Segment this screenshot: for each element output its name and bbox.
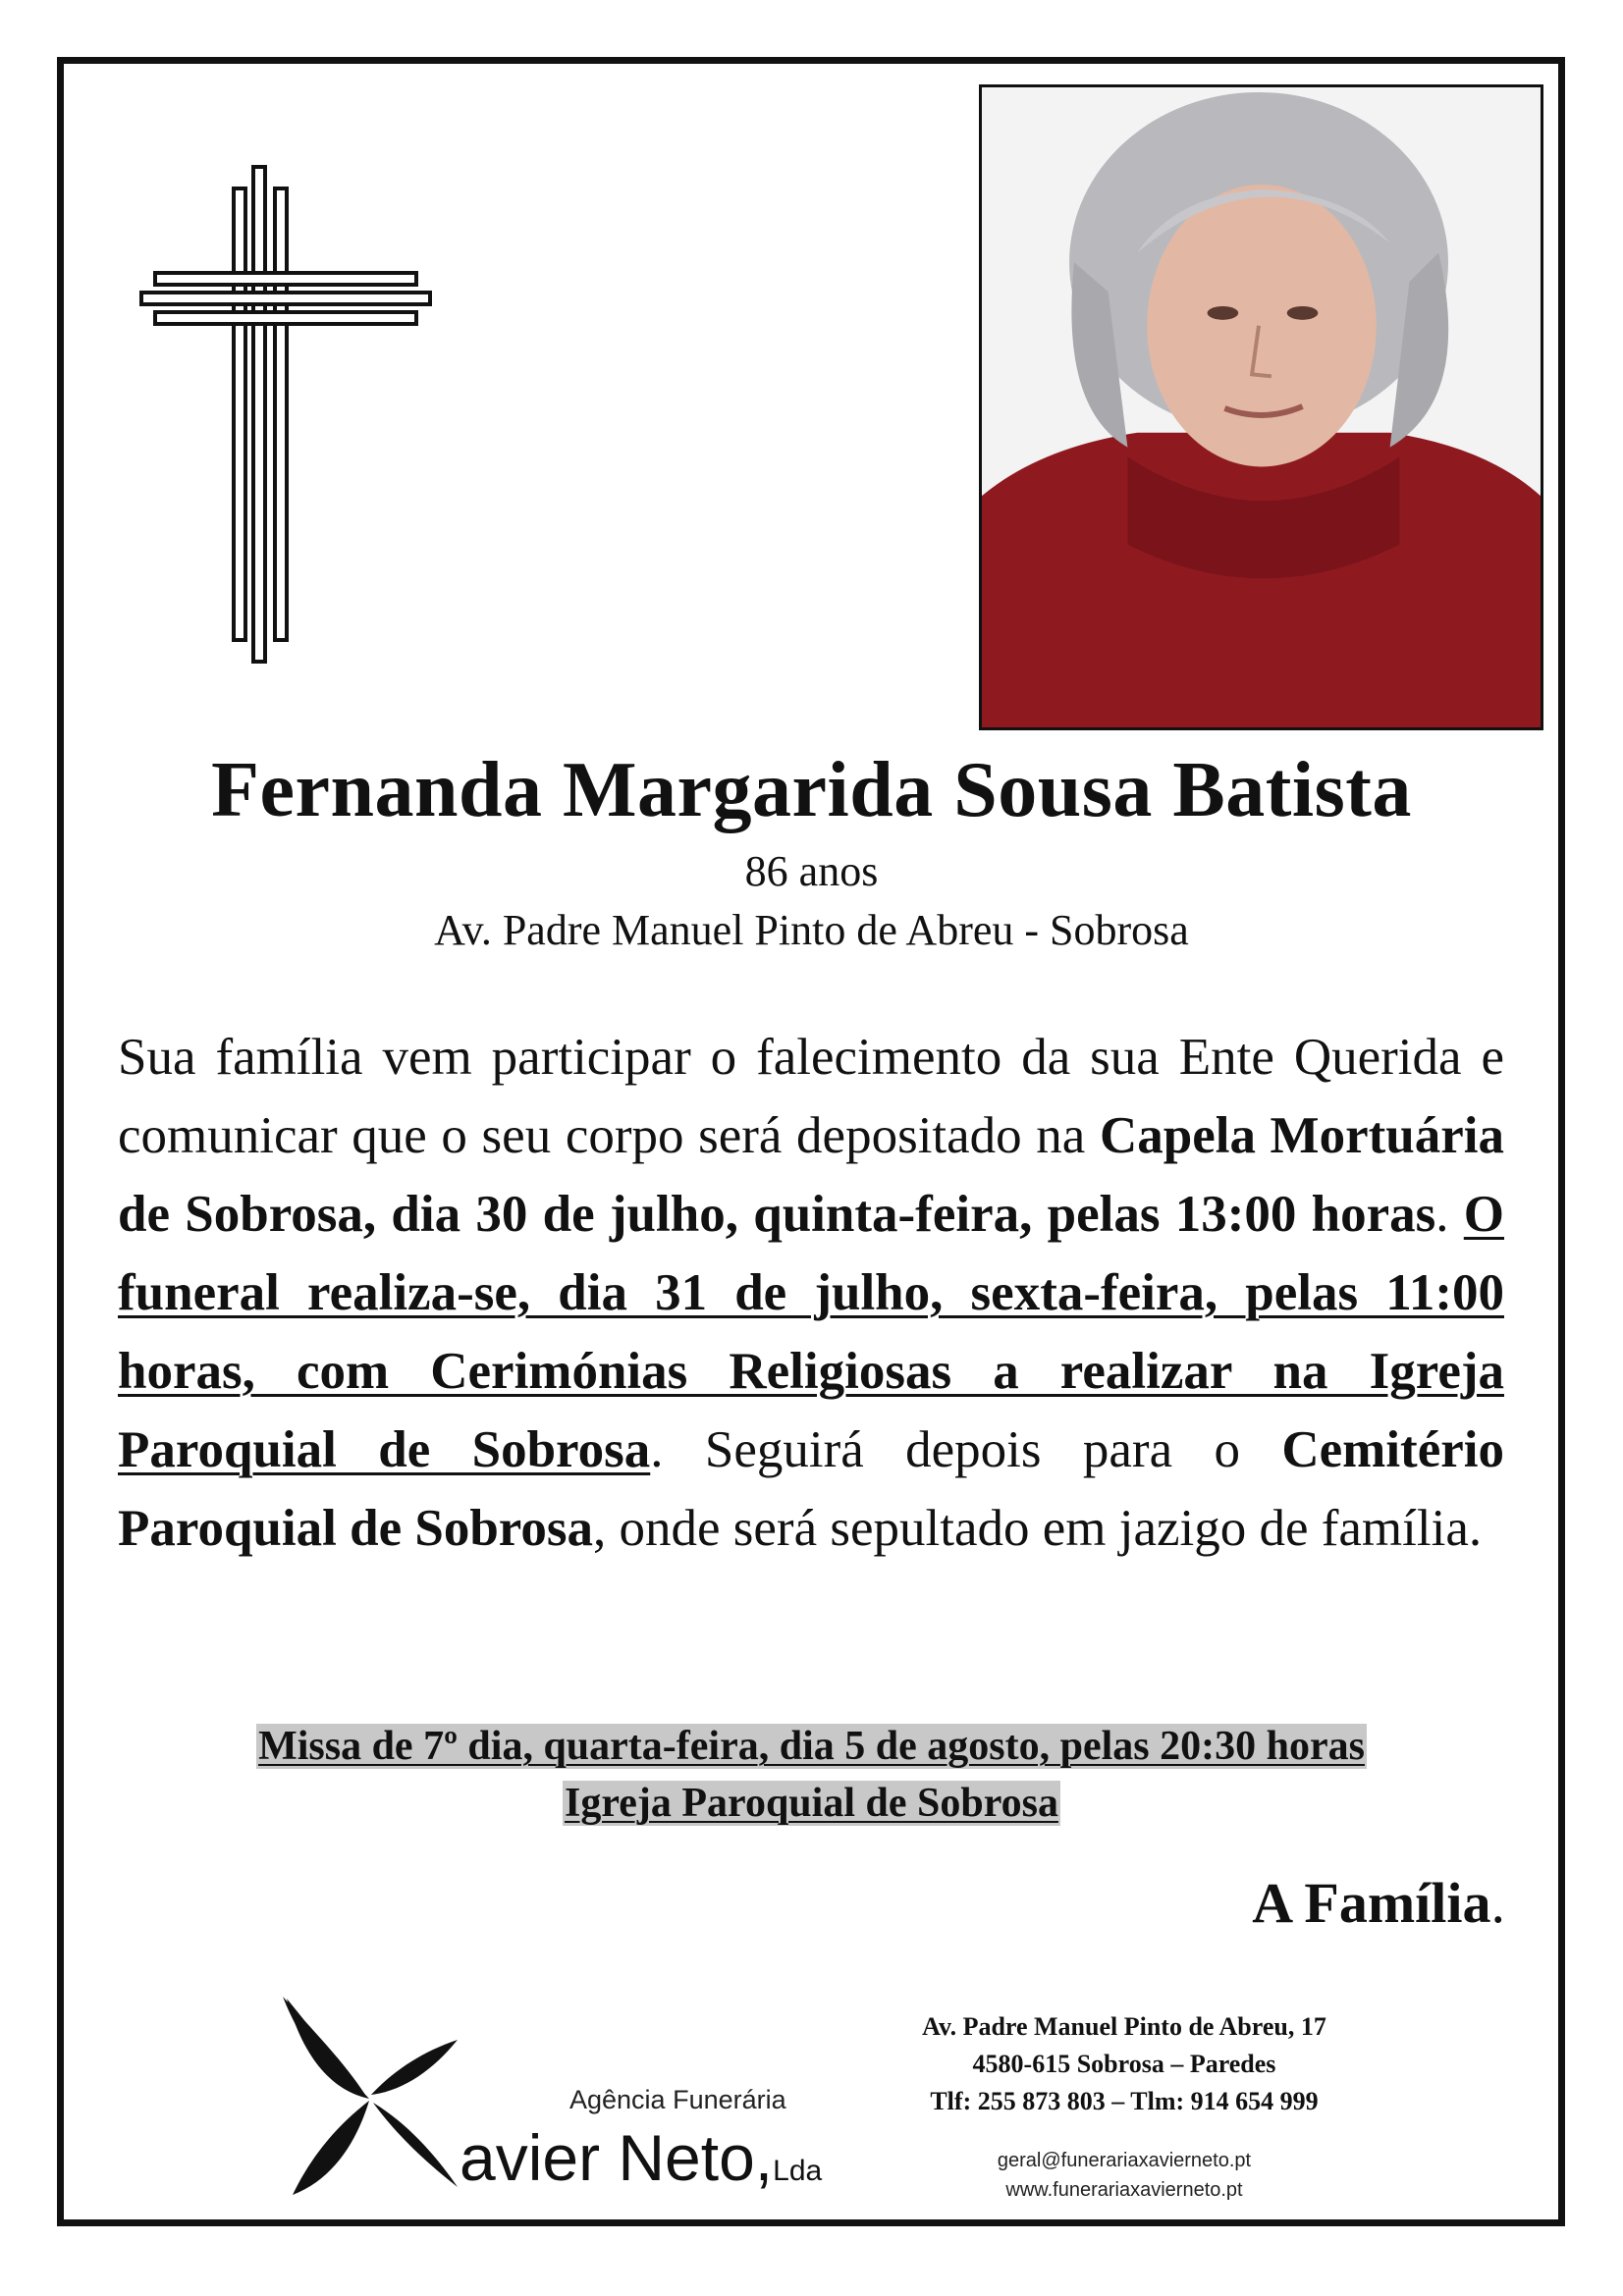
agency-name — [460, 2120, 822, 2195]
deceased-address: Av. Padre Manuel Pinto de Abreu - Sobrosa — [434, 906, 1189, 954]
announcement-text — [118, 1018, 1504, 1568]
signature-text: A Família — [1252, 1871, 1491, 1935]
agency-name-suffix: Lda — [773, 2155, 823, 2187]
mass-date-line: Missa de 7º dia, quarta-feira, dia 5 de agosto, pelas 20:30 horas — [258, 1724, 1365, 1769]
signature-period: . — [1490, 1871, 1505, 1935]
cemetery-name: Cemitério Paroquial de Sobrosa — [118, 1421, 1504, 1557]
family-signature — [1252, 1870, 1505, 1936]
wake-details: Capela Mortuária de Sobrosa, dia 30 de julho, quinta-feira, pelas 13:00 horas — [118, 1107, 1504, 1243]
portrait-photo — [979, 84, 1543, 730]
cross-icon — [135, 159, 436, 669]
deceased-age: 86 anos — [744, 847, 879, 895]
agency-phones: Tlf: 255 873 803 – Tlm: 914 654 999 — [930, 2087, 1319, 2115]
announcement-closing: , onde será sepultado em jazigo de família. — [593, 1500, 1483, 1557]
announcement-intro: Sua família vem participar o falecimento da sua Ente Querida e comunicar que o seu corpo será depositado na — [118, 1029, 1504, 1164]
mass-location-line: Igreja Paroquial de Sobrosa — [565, 1781, 1058, 1826]
agency-name-text: avier Neto, — [460, 2121, 774, 2194]
announcement-continuation: . Seguirá depois para o — [650, 1421, 1282, 1478]
agency-website: www.funerariaxavierneto.pt — [1005, 2179, 1243, 2201]
agency-contact — [889, 2008, 1360, 2120]
mass-notice — [0, 1718, 1623, 1832]
agency-tagline: Agência Funerária — [569, 2085, 786, 2114]
deceased-name: Fernanda Margarida Sousa Batista — [211, 747, 1412, 833]
funeral-details: O funeral realiza-se, dia 31 de julho, sexta-feira, pelas 11:00 horas, com Cerimónias Religiosas a realizar na Igreja Paroquial de Sobrosa — [118, 1186, 1505, 1478]
agency-web — [943, 2146, 1306, 2205]
announcement-separator: . — [1435, 1186, 1464, 1243]
agency-address-line2: 4580-615 Sobrosa – Paredes — [972, 2050, 1276, 2078]
agency-email: geral@funerariaxavierneto.pt — [997, 2150, 1252, 2171]
agency-address-line1: Av. Padre Manuel Pinto de Abreu, 17 — [922, 2012, 1326, 2041]
agency-x-logo — [275, 1993, 461, 2199]
